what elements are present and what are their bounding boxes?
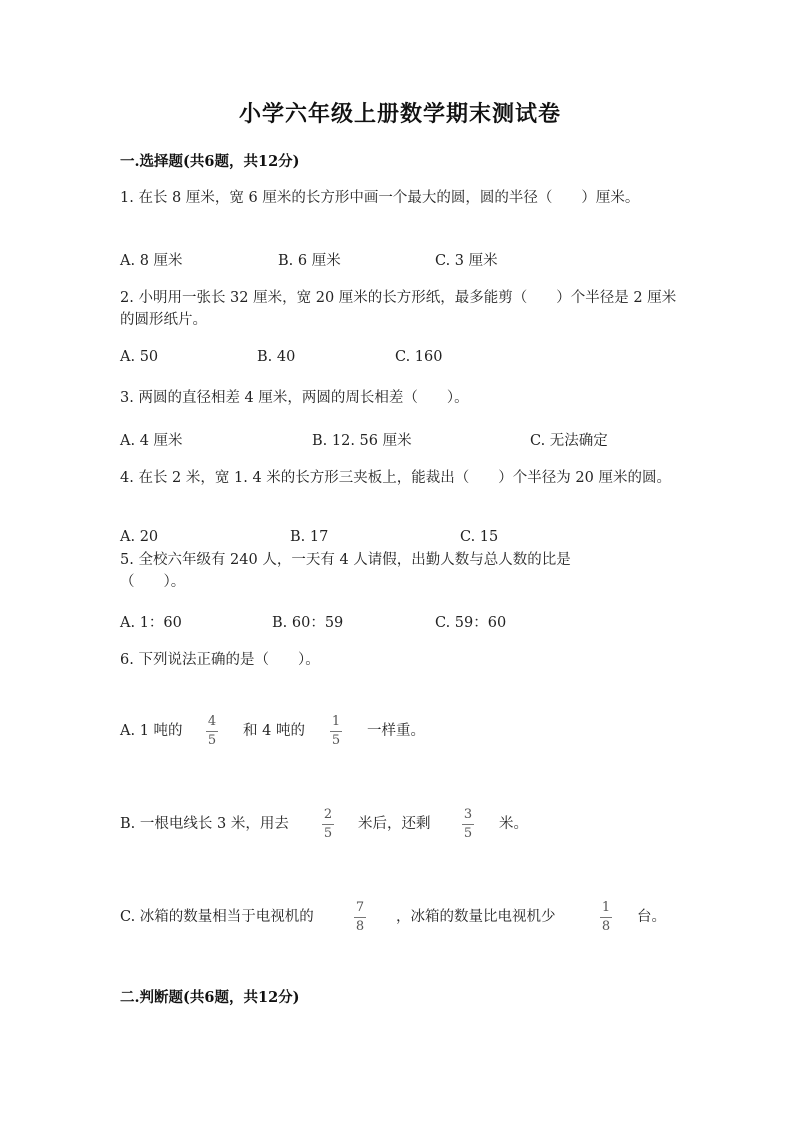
- fraction-numerator: 2: [323, 807, 333, 822]
- option-a-text-3: 一样重。: [367, 723, 425, 739]
- question-1-option-a: A. 8 厘米: [120, 253, 183, 269]
- question-5-option-a: A. 1：60: [120, 615, 182, 631]
- option-c-text-1: C. 冰箱的数量相当于电视机的: [120, 909, 314, 925]
- question-3-option-b: B. 12. 56 厘米: [312, 433, 412, 449]
- section-heading-choice: 一.选择题(共6题，共12分): [120, 153, 300, 170]
- fraction-denominator: 5: [331, 733, 341, 748]
- question-5-option-b: B. 60：59: [272, 615, 344, 631]
- question-1-option-c: C. 3 厘米: [435, 253, 498, 269]
- question-2-option-b: B. 40: [257, 349, 296, 365]
- fraction-bar: [206, 731, 218, 732]
- option-c-fraction-2: [598, 900, 614, 935]
- question-1-text: 1. 在长 8 厘米，宽 6 厘米的长方形中画一个最大的圆，圆的半径（ ）厘米。: [120, 190, 640, 206]
- fraction-numerator: 7: [355, 900, 365, 915]
- fraction-denominator: 8: [601, 919, 611, 934]
- question-3-option-c: C. 无法确定: [530, 433, 608, 449]
- option-a-text-1: A. 1 吨的: [120, 723, 183, 739]
- fraction-numerator: 3: [463, 807, 473, 822]
- option-c-text-2: ，冰箱的数量比电视机少: [396, 909, 556, 925]
- option-a-fraction-1: [204, 714, 220, 749]
- page-title: 小学六年级上册数学期末测试卷: [238, 101, 561, 127]
- question-6-text: 6. 下列说法正确的是（ ）。: [120, 652, 320, 668]
- section-heading-judgement: 二.判断题(共6题，共12分): [120, 989, 300, 1006]
- option-b-fraction-1: [320, 807, 336, 842]
- option-b-text-3: 米。: [499, 816, 528, 832]
- option-b-text-1: B. 一根电线长 3 米，用去: [120, 816, 289, 832]
- option-c-text-3: 台。: [637, 909, 666, 925]
- fraction-numerator: 1: [331, 714, 341, 729]
- question-1-option-b: B. 6 厘米: [278, 253, 341, 269]
- fraction-denominator: 5: [207, 733, 217, 748]
- question-4-option-b: B. 17: [290, 529, 329, 545]
- question-5-option-c: C. 59：60: [435, 615, 507, 631]
- question-4-option-c: C. 15: [460, 529, 499, 545]
- question-2-option-a: A. 50: [120, 349, 159, 365]
- option-b-text-2: 米后，还剩: [358, 816, 431, 832]
- option-c-fraction-1: [352, 900, 368, 935]
- fraction-bar: [462, 824, 474, 825]
- fraction-denominator: 5: [323, 826, 333, 841]
- fraction-denominator: 5: [463, 826, 473, 841]
- question-2-text: 2. 小明用一张长 32 厘米，宽 20 厘米的长方形纸，最多能剪（ ）个半径是 2 厘米的圆形纸片。: [120, 290, 677, 328]
- option-a-text-2: 和 4 吨的: [243, 723, 305, 739]
- fraction-denominator: 8: [355, 919, 365, 934]
- question-2-option-c: C. 160: [395, 349, 443, 365]
- question-5-text: 5. 全校六年级有 240 人，一天有 4 人请假，出勤人数与总人数的比是（ ）。: [120, 552, 571, 590]
- question-4-option-a: A. 20: [120, 529, 159, 545]
- option-b-fraction-2: [460, 807, 476, 842]
- fraction-bar: [600, 917, 612, 918]
- option-a-fraction-2: [328, 714, 344, 749]
- fraction-numerator: 1: [601, 900, 611, 915]
- question-3-option-a: A. 4 厘米: [120, 433, 183, 449]
- question-3-text: 3. 两圆的直径相差 4 厘米，两圆的周长相差（ ）。: [120, 390, 469, 406]
- question-4-text: 4. 在长 2 米，宽 1. 4 米的长方形三夹板上，能裁出（ ）个半径为 20 厘米的圆。: [120, 470, 671, 486]
- fraction-bar: [330, 731, 342, 732]
- fraction-bar: [354, 917, 366, 918]
- fraction-numerator: 4: [207, 714, 217, 729]
- fraction-bar: [322, 824, 334, 825]
